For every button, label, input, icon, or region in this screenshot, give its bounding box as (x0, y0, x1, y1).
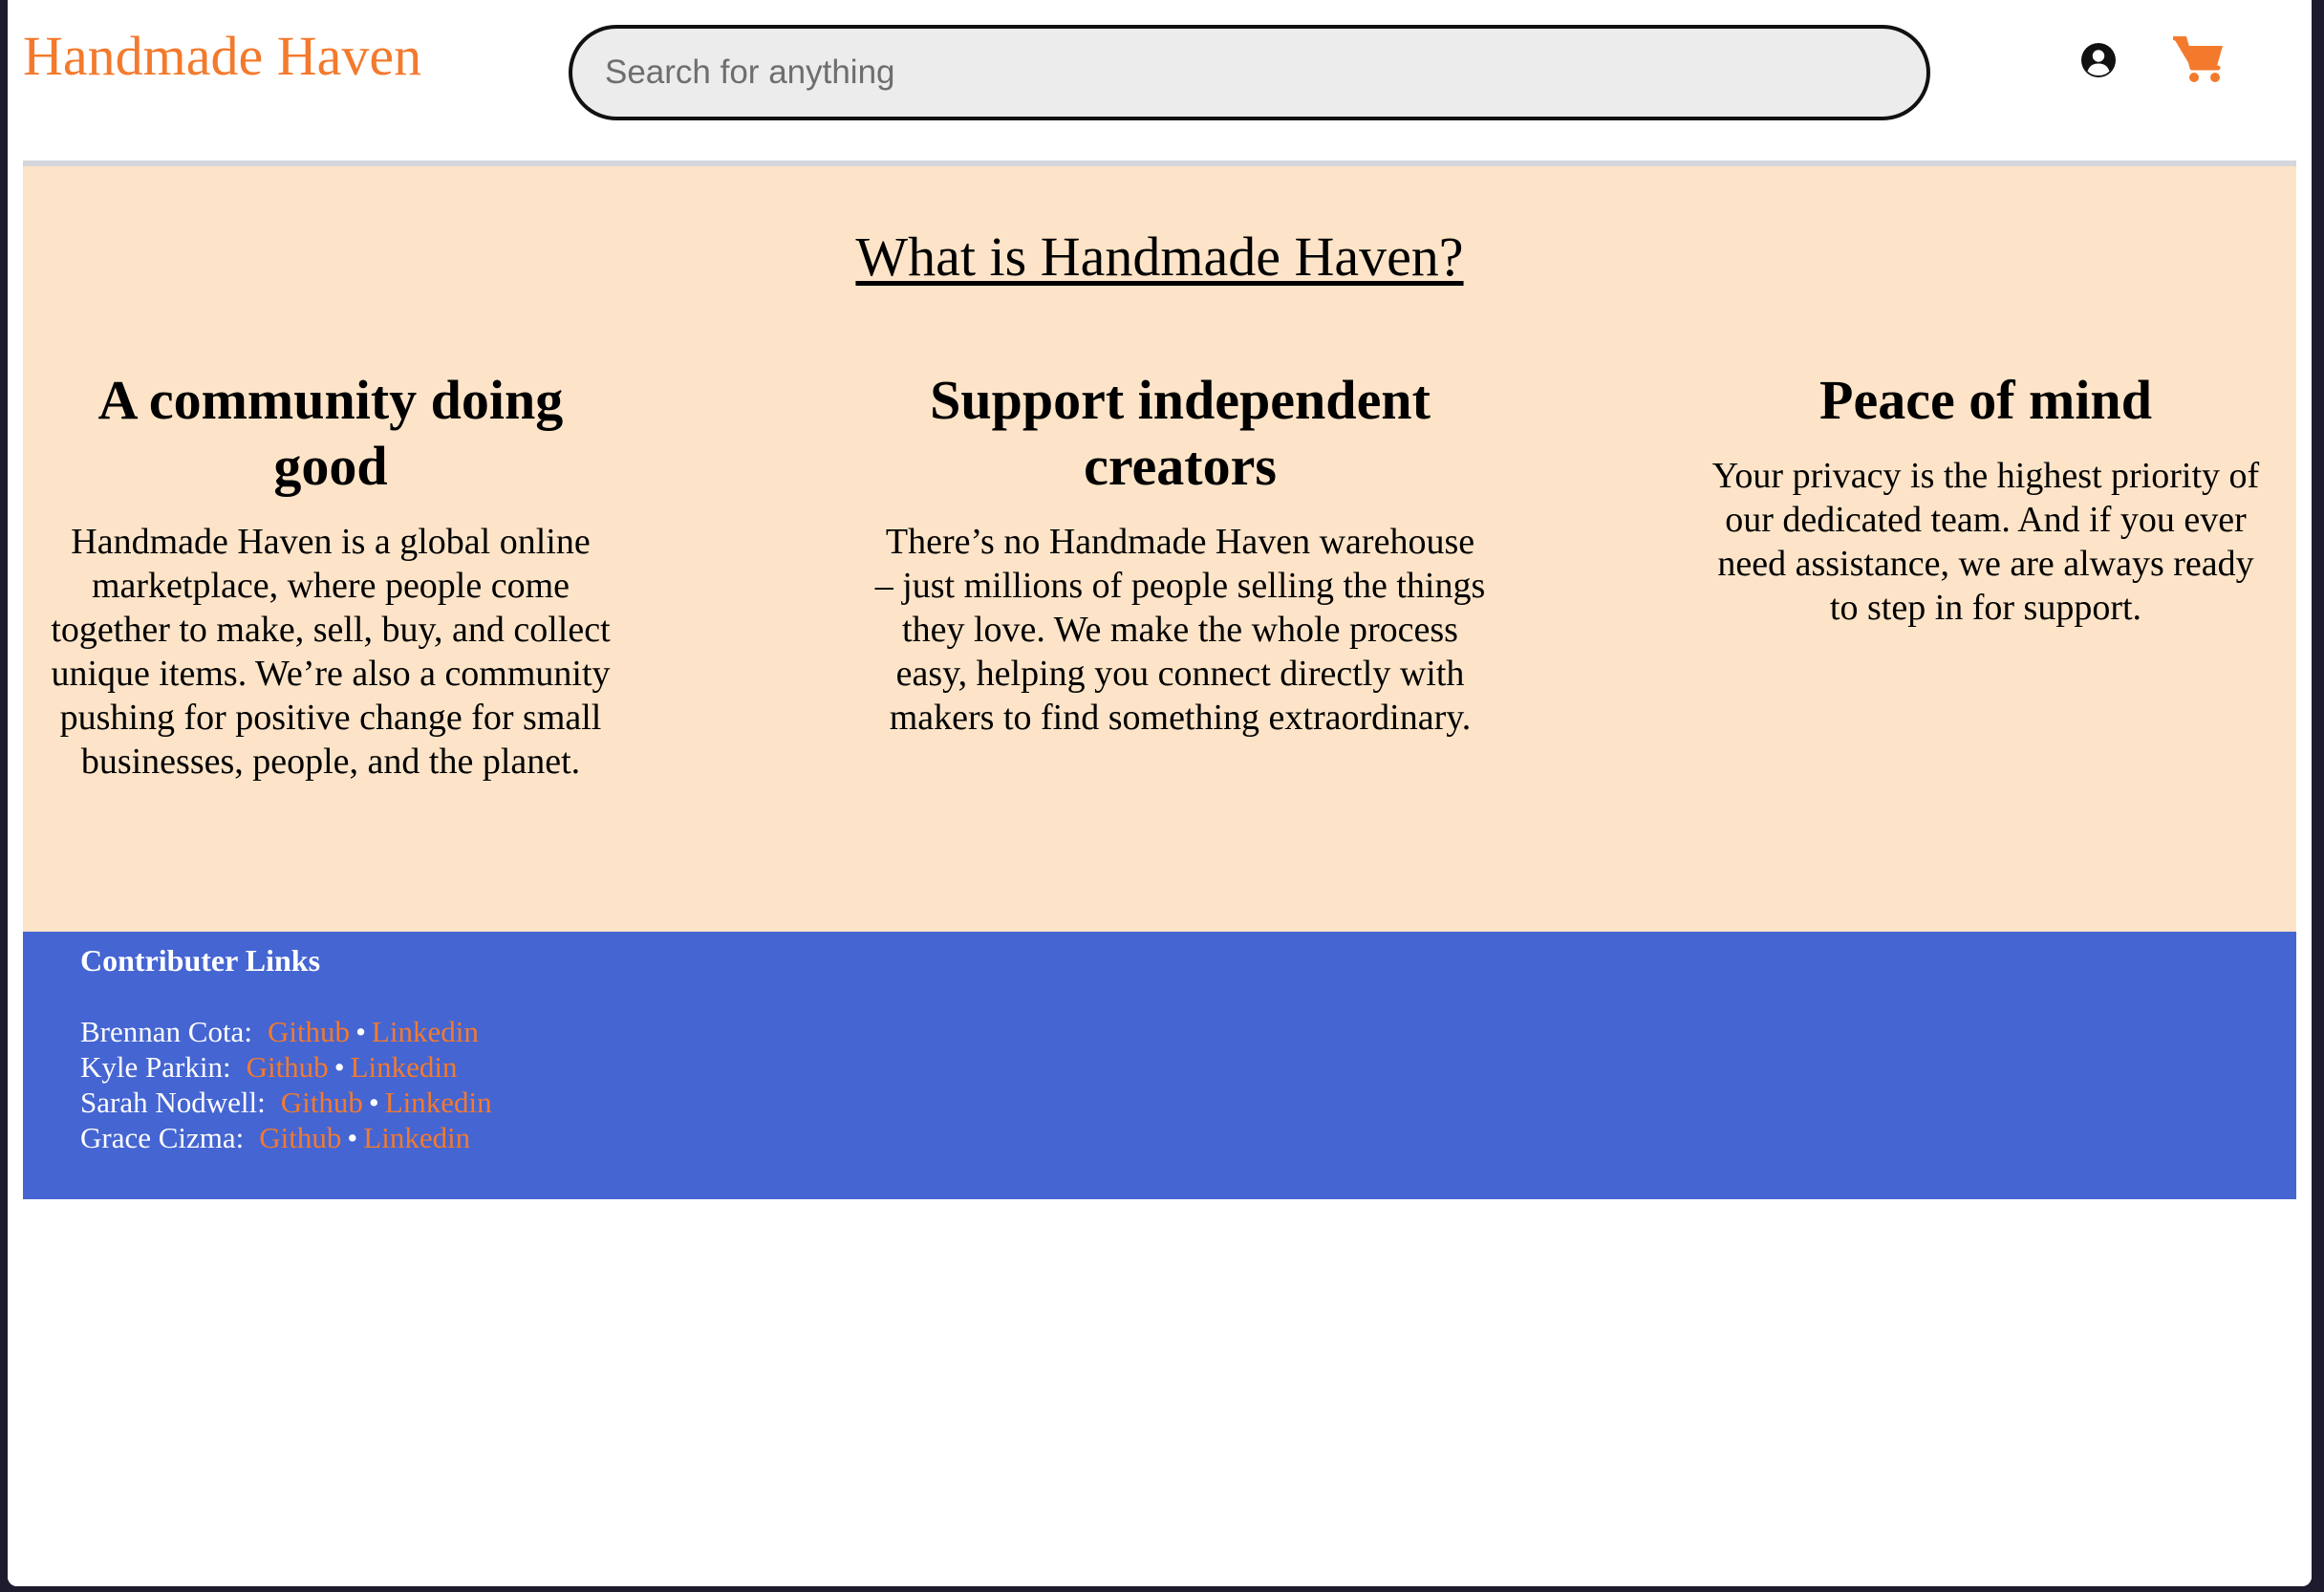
feature-body: There’s no Handmade Haven warehouse – just millions of people selling the things they love. We make the whole process easy, helping you connect directly with makers to find something extraordinary. (874, 522, 1486, 738)
about-section (23, 166, 2296, 932)
github-link[interactable]: Github (246, 1050, 329, 1084)
linkedin-link[interactable]: Linkedin (350, 1050, 458, 1084)
contributor-row (80, 1120, 492, 1155)
contributor-name: Sarah Nodwell: (80, 1086, 266, 1119)
contributor-list (80, 1014, 492, 1155)
feature-community (44, 367, 617, 784)
search-bar[interactable] (569, 25, 1930, 120)
feature-creators (874, 367, 1486, 740)
feature-heading: Peace of mind (1819, 369, 2152, 431)
linkedin-link[interactable]: Linkedin (363, 1121, 471, 1154)
about-title: What is Handmade Haven? (855, 226, 1464, 288)
feature-heading: Support independent creators (930, 369, 1431, 497)
contributor-row (80, 1085, 492, 1120)
github-link[interactable]: Github (259, 1121, 342, 1154)
user-circle-icon[interactable] (2080, 42, 2117, 78)
contributor-row (80, 1014, 492, 1049)
feature-heading: A community doing good (97, 369, 564, 497)
github-link[interactable]: Github (267, 1015, 351, 1048)
contributor-name: Grace Cizma: (80, 1121, 245, 1154)
feature-peace-of-mind (1701, 367, 2270, 630)
contributor-name: Kyle Parkin: (80, 1050, 231, 1084)
feature-body: Your privacy is the highest priority of our dedicated team. And if you ever need assistance, we are always ready to step in for support. (1711, 456, 2260, 628)
link-separator: • (368, 1086, 379, 1119)
shopping-cart-icon[interactable] (2173, 36, 2227, 84)
site-logo[interactable]: Handmade Haven (23, 25, 422, 87)
footer-heading: Contributer Links (80, 943, 321, 978)
browser-window (8, 0, 2312, 1586)
linkedin-link[interactable]: Linkedin (371, 1015, 479, 1048)
feature-body: Handmade Haven is a global online marketplace, where people come together to make, sell, buy, and collect unique items. We’re also a community pushing for positive change for small businesses, people, and the planet. (51, 522, 611, 782)
contributor-row (80, 1049, 492, 1085)
link-separator: • (347, 1121, 358, 1154)
site-header (8, 0, 2312, 162)
link-separator: • (334, 1050, 345, 1084)
linkedin-link[interactable]: Linkedin (384, 1086, 492, 1119)
github-link[interactable]: Github (280, 1086, 363, 1119)
contributor-name: Brennan Cota: (80, 1015, 252, 1048)
site-footer (23, 932, 2296, 1199)
page-blank-area (8, 1199, 2312, 1586)
link-separator: • (355, 1015, 366, 1048)
search-input[interactable] (605, 54, 1926, 92)
